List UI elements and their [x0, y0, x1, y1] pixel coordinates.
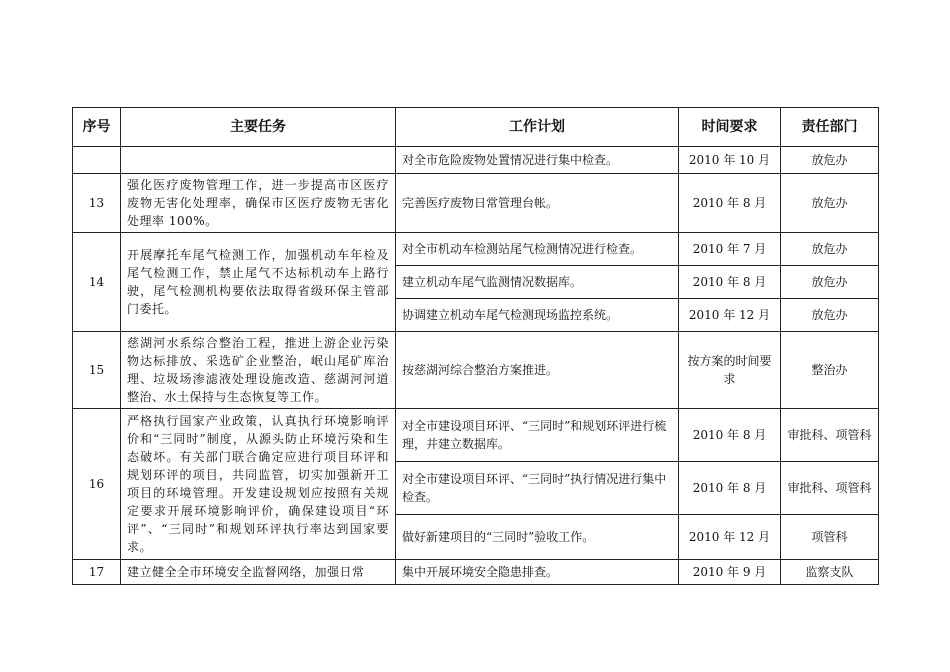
row-time: 2010 年 8 月: [679, 174, 781, 233]
row-dept: 放危办: [781, 233, 879, 266]
row-no: 17: [73, 560, 121, 585]
row-dept: 放危办: [781, 299, 879, 332]
row-time: 2010 年 10 月: [679, 147, 781, 174]
row-dept: 放危办: [781, 147, 879, 174]
row-task: [121, 147, 396, 174]
row-plan: 完善医疗废物日常管理台帐。: [396, 174, 679, 233]
row-dept: 监察支队: [781, 560, 879, 585]
row-no: [73, 147, 121, 174]
row-dept: 项管科: [781, 515, 879, 560]
row-task: 建立健全全市环境安全监督网络，加强日常: [121, 560, 396, 585]
row-plan: 做好新建项目的“三同时”验收工作。: [396, 515, 679, 560]
row-plan: 建立机动车尾气监测情况数据库。: [396, 266, 679, 299]
row-plan: 对全市建设项目环评、“三同时”和规划环评进行梳理，并建立数据库。: [396, 409, 679, 462]
table-row: [73, 332, 879, 409]
row-dept: 整治办: [781, 332, 879, 409]
row-no: 15: [73, 332, 121, 409]
row-time: 按方案的时间要求: [679, 332, 781, 409]
row-no: 13: [73, 174, 121, 233]
row-plan: 对全市危险废物处置情况进行集中检查。: [396, 147, 679, 174]
row-dept: 放危办: [781, 266, 879, 299]
row-time: 2010 年 12 月: [679, 515, 781, 560]
header-time: 时间要求: [679, 108, 781, 147]
header-task: 主要任务: [121, 108, 396, 147]
row-plan: 集中开展环境安全隐患排查。: [396, 560, 679, 585]
row-no: 16: [73, 409, 121, 560]
row-task: 严格执行国家产业政策，认真执行环境影响评价和“三同时”制度，从源头防止环境污染和生态破坏。有关部门联合确定应进行项目环评和规划环评的项目，共同监管，切实加强新开工项目的环境管理。开发建设规划应按照有关规定要求开展环境影响评价，确保建设项目“环评”、“三同时”和规划环评执行率达到国家要求。: [121, 409, 396, 560]
header-dept: 责任部门: [781, 108, 879, 147]
table-row: [73, 409, 879, 462]
table-row: [73, 560, 879, 585]
table-row: [73, 233, 879, 266]
row-time: 2010 年 12 月: [679, 299, 781, 332]
row-no: 14: [73, 233, 121, 332]
row-time: 2010 年 8 月: [679, 266, 781, 299]
header-no: 序号: [73, 108, 121, 147]
row-plan: 对全市建设项目环评、“三同时”执行情况进行集中检查。: [396, 462, 679, 515]
row-time: 2010 年 8 月: [679, 462, 781, 515]
table-row: [73, 147, 879, 174]
row-plan: 协调建立机动车尾气检测现场监控系统。: [396, 299, 679, 332]
header-row: [73, 108, 879, 147]
row-task: 慈湖河水系综合整治工程，推进上游企业污染物达标排放、采选矿企业整治，岷山尾矿库治理、垃圾场渗滤液处理设施改造、慈湖河河道整治、水土保持与生态恢复等工作。: [121, 332, 396, 409]
row-task: 强化医疗废物管理工作，进一步提高市区医疗废物无害化处理率，确保市区医疗废物无害化处理率 100%。: [121, 174, 396, 233]
row-time: 2010 年 9 月: [679, 560, 781, 585]
row-time: 2010 年 7 月: [679, 233, 781, 266]
row-dept: 审批科、项管科: [781, 409, 879, 462]
task-table: [72, 107, 879, 585]
row-time: 2010 年 8 月: [679, 409, 781, 462]
row-plan: 按慈湖河综合整治方案推进。: [396, 332, 679, 409]
table-row: [73, 174, 879, 233]
header-plan: 工作计划: [396, 108, 679, 147]
row-plan: 对全市机动车检测站尾气检测情况进行检查。: [396, 233, 679, 266]
row-dept: 审批科、项管科: [781, 462, 879, 515]
row-task: 开展摩托车尾气检测工作，加强机动车年检及尾气检测工作，禁止尾气不达标机动车上路行驶，尾气检测机构要依法取得省级环保主管部门委托。: [121, 233, 396, 332]
row-dept: 放危办: [781, 174, 879, 233]
